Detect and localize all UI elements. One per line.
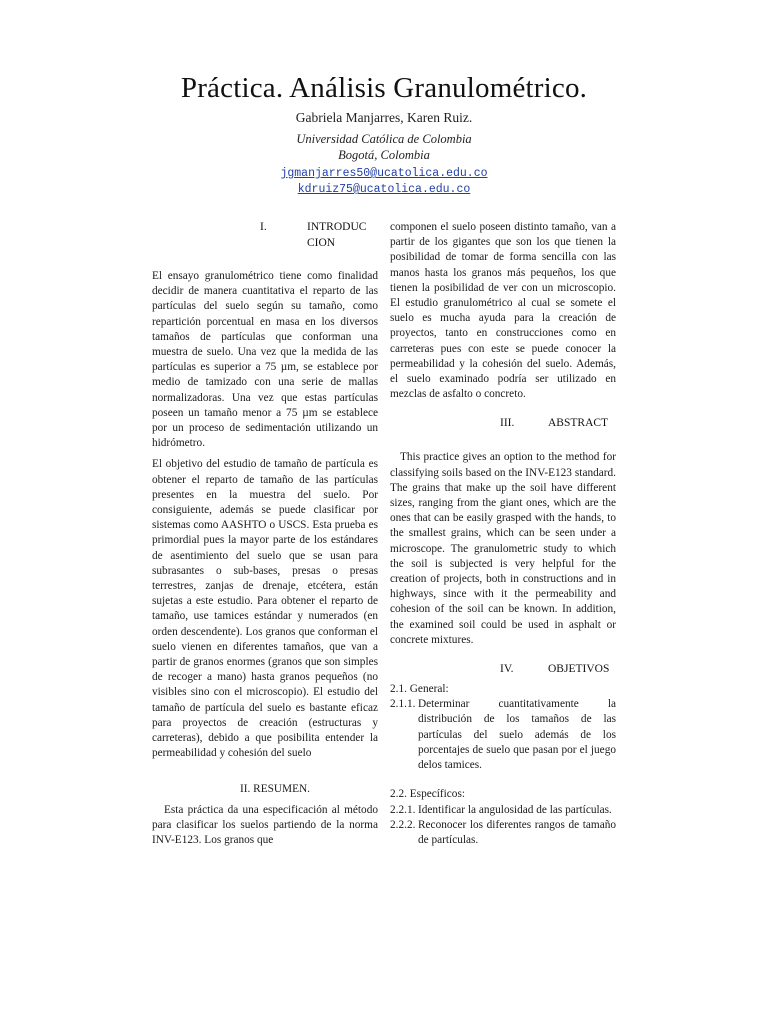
specific-objective-item-1 (390, 803, 616, 818)
email-link-1[interactable]: jgmanjarres50@ucatolica.edu.co (280, 167, 488, 180)
specific-item-2-number: 2.2.2. (390, 818, 416, 831)
abstract-numeral: III. (500, 417, 515, 430)
specific-item-2-text: Reconocer los diferentes rangos de tamaño de partículas. (418, 818, 616, 846)
affiliation-city: Bogotá, Colombia (338, 148, 430, 162)
abstract-heading (390, 416, 616, 436)
intro-paragraph-2: El objetivo del estudio de tamaño de partícula es obtener el reparto de tamaño de las partículas presentes en la muestra del suelo. Por consiguiente, además se puede clasificar por sistemas como AASHTO o USCS. Esta prueba es primordial pues la mayor parte de los estándares de asentimiento del suelo que se usan para subrasantes o sub-bases, presas o presas terrestres, zanjas de drenaje, etcétera, están sujetas a este estudio. Para obtener el reparto de tamaño, use tamices estándar y numerados (en orden descendente). Los granos que conforman el suelo vienen en diferentes tamaños, que van a partir de granos enormes (granos que son simples de recoger a mano) hasta granos pequeños (no visibles sino con el microscopio). El estudio del tamaño de partícula del suelo es bastante eficaz para proyectos de creación (estructuras y carreteras), debido a que posibilita entender la permeabilidad y cohesión del suelo (152, 458, 378, 760)
general-item-text: Determinar cuantitativamente la distribución de los tamaños de las partículas del suelo además de los porcentajes de suelo que pasan por el juego delos tamices. (418, 698, 616, 772)
specific-item-1-text: Identificar la angulosidad de las partículas. (418, 803, 612, 816)
right-column (390, 220, 616, 848)
email-link-2[interactable]: kdruiz75@ucatolica.edu.co (297, 183, 471, 196)
abstract-paragraph: This practice gives an option to the method for classifying soils based on the INV-E123 standard. The grains that make up the soil have different sizes, ranging from the giant ones, which are the ones that can be easily grasped with the hands, to the smallest grains, which can be seen under a microscope. The granulometric study to which the soil is subjected is very helpful for the creation of projects, both in constructions and in highways, since with it the permeability and cohesion of the soil can be known. In addition, the examined soil could be used in asphalt or concrete mixtures. (390, 451, 616, 646)
intro-paragraph-1: El ensayo granulométrico tiene como finalidad decidir de manera cuantitativa el reparto de las partículas del suelo según su tamaño, como repartición porcentual en masa en los diversos tamaños de partículas que conforman una muestra de suelo. Una vez que la medida de las partículas es superior a 75 µm, se establece por medio de tamizado con una serie de mallas normalizadoras. Una vez que estas partículas poseen un tamaño menor a 75 µm se establece por un proceso de sedimentación utilizando un hidrómetro. (152, 270, 378, 450)
resumen-heading: II. RESUMEN. (240, 782, 310, 795)
specific-item-1-number: 2.2.1. (390, 803, 416, 816)
objetivos-numeral: IV. (500, 663, 514, 676)
intro-heading-line1: INTRODUC (307, 221, 367, 233)
intro-numeral: I. (260, 221, 267, 233)
general-objective-item (390, 697, 616, 773)
general-item-number: 2.1.1. (390, 698, 416, 711)
paper-title: Práctica. Análisis Granulométrico. (180, 72, 588, 104)
affiliation-university: Universidad Católica de Colombia (296, 132, 472, 146)
abstract-heading-text: ABSTRACT (548, 417, 609, 430)
intro-heading (152, 220, 378, 260)
objetivos-heading-text: OBJETIVOS (548, 663, 610, 676)
authors: Gabriela Manjarres, Karen Ruiz. (295, 110, 473, 125)
resumen-paragraph-start: Esta práctica da una especificación al método para clasificar los suelos partiendo de la norma INV-E123. Los granos que (152, 803, 378, 847)
resumen-paragraph-cont: componen el suelo poseen distinto tamaño, van a partir de los gigantes que son los que tienen la posibilidad de tomar de forma sencilla con las manos hasta los granos más pequeños, los que tienen la posibilidad de ver con un microscopio. El estudio granulométrico al cual se somete el suelo es mucha ayuda para la creación de proyectos, tanto en construcciones como en carreteras pues con este se puede conocer la permeabilidad y la cohesión del suelo. Además, el suelo examinado podría ser utilizado en mezclas de asfalto o concreto. (390, 221, 616, 401)
specific-label: 2.2. Específicos: (390, 788, 465, 801)
objetivos-heading (390, 662, 616, 682)
general-label: 2.1. General: (390, 683, 449, 696)
intro-heading-line2: CION (307, 237, 336, 249)
left-column (152, 220, 378, 848)
specific-objective-item-2 (390, 818, 616, 848)
